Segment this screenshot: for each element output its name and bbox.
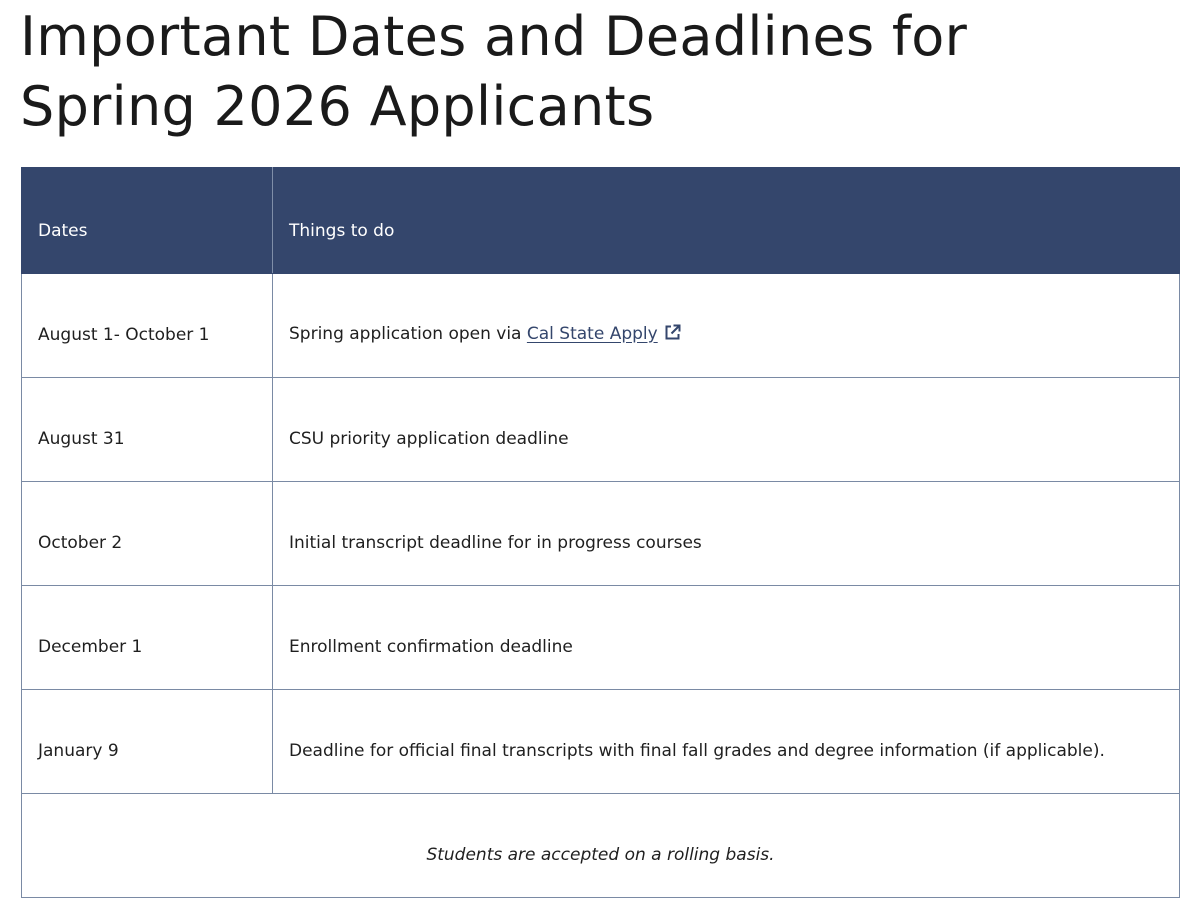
table-row [22,274,1180,378]
task-cell: CSU priority application deadline [273,378,1180,482]
date-cell: December 1 [22,586,273,690]
table-row [22,378,1180,482]
header-dates: Dates [22,168,273,274]
table-header-row [22,168,1180,274]
date-cell: October 2 [22,482,273,586]
task-cell: Initial transcript deadline for in progress courses [273,482,1180,586]
task-cell: Deadline for official final transcripts with final fall grades and degree information (if applicable). [273,690,1180,794]
date-cell: January 9 [22,690,273,794]
external-link-icon[interactable] [664,324,681,346]
task-text: Spring application open via [289,323,527,344]
table-note-row [22,794,1180,898]
date-cell: August 1- October 1 [22,274,273,378]
deadlines-table [21,167,1180,898]
task-cell [273,274,1180,378]
table-row [22,482,1180,586]
page-title [20,2,967,142]
task-cell: Enrollment confirmation deadline [273,586,1180,690]
page-title-line-2: Spring 2026 Applicants [20,75,655,138]
page-title-line-1: Important Dates and Deadlines for [20,5,968,68]
table-row [22,586,1180,690]
table-row [22,690,1180,794]
cal-state-apply-link[interactable]: Cal State Apply [526,323,658,344]
rolling-basis-note: Students are accepted on a rolling basis. [22,794,1180,898]
header-things-to-do: Things to do [273,168,1180,274]
date-cell: August 31 [22,378,273,482]
